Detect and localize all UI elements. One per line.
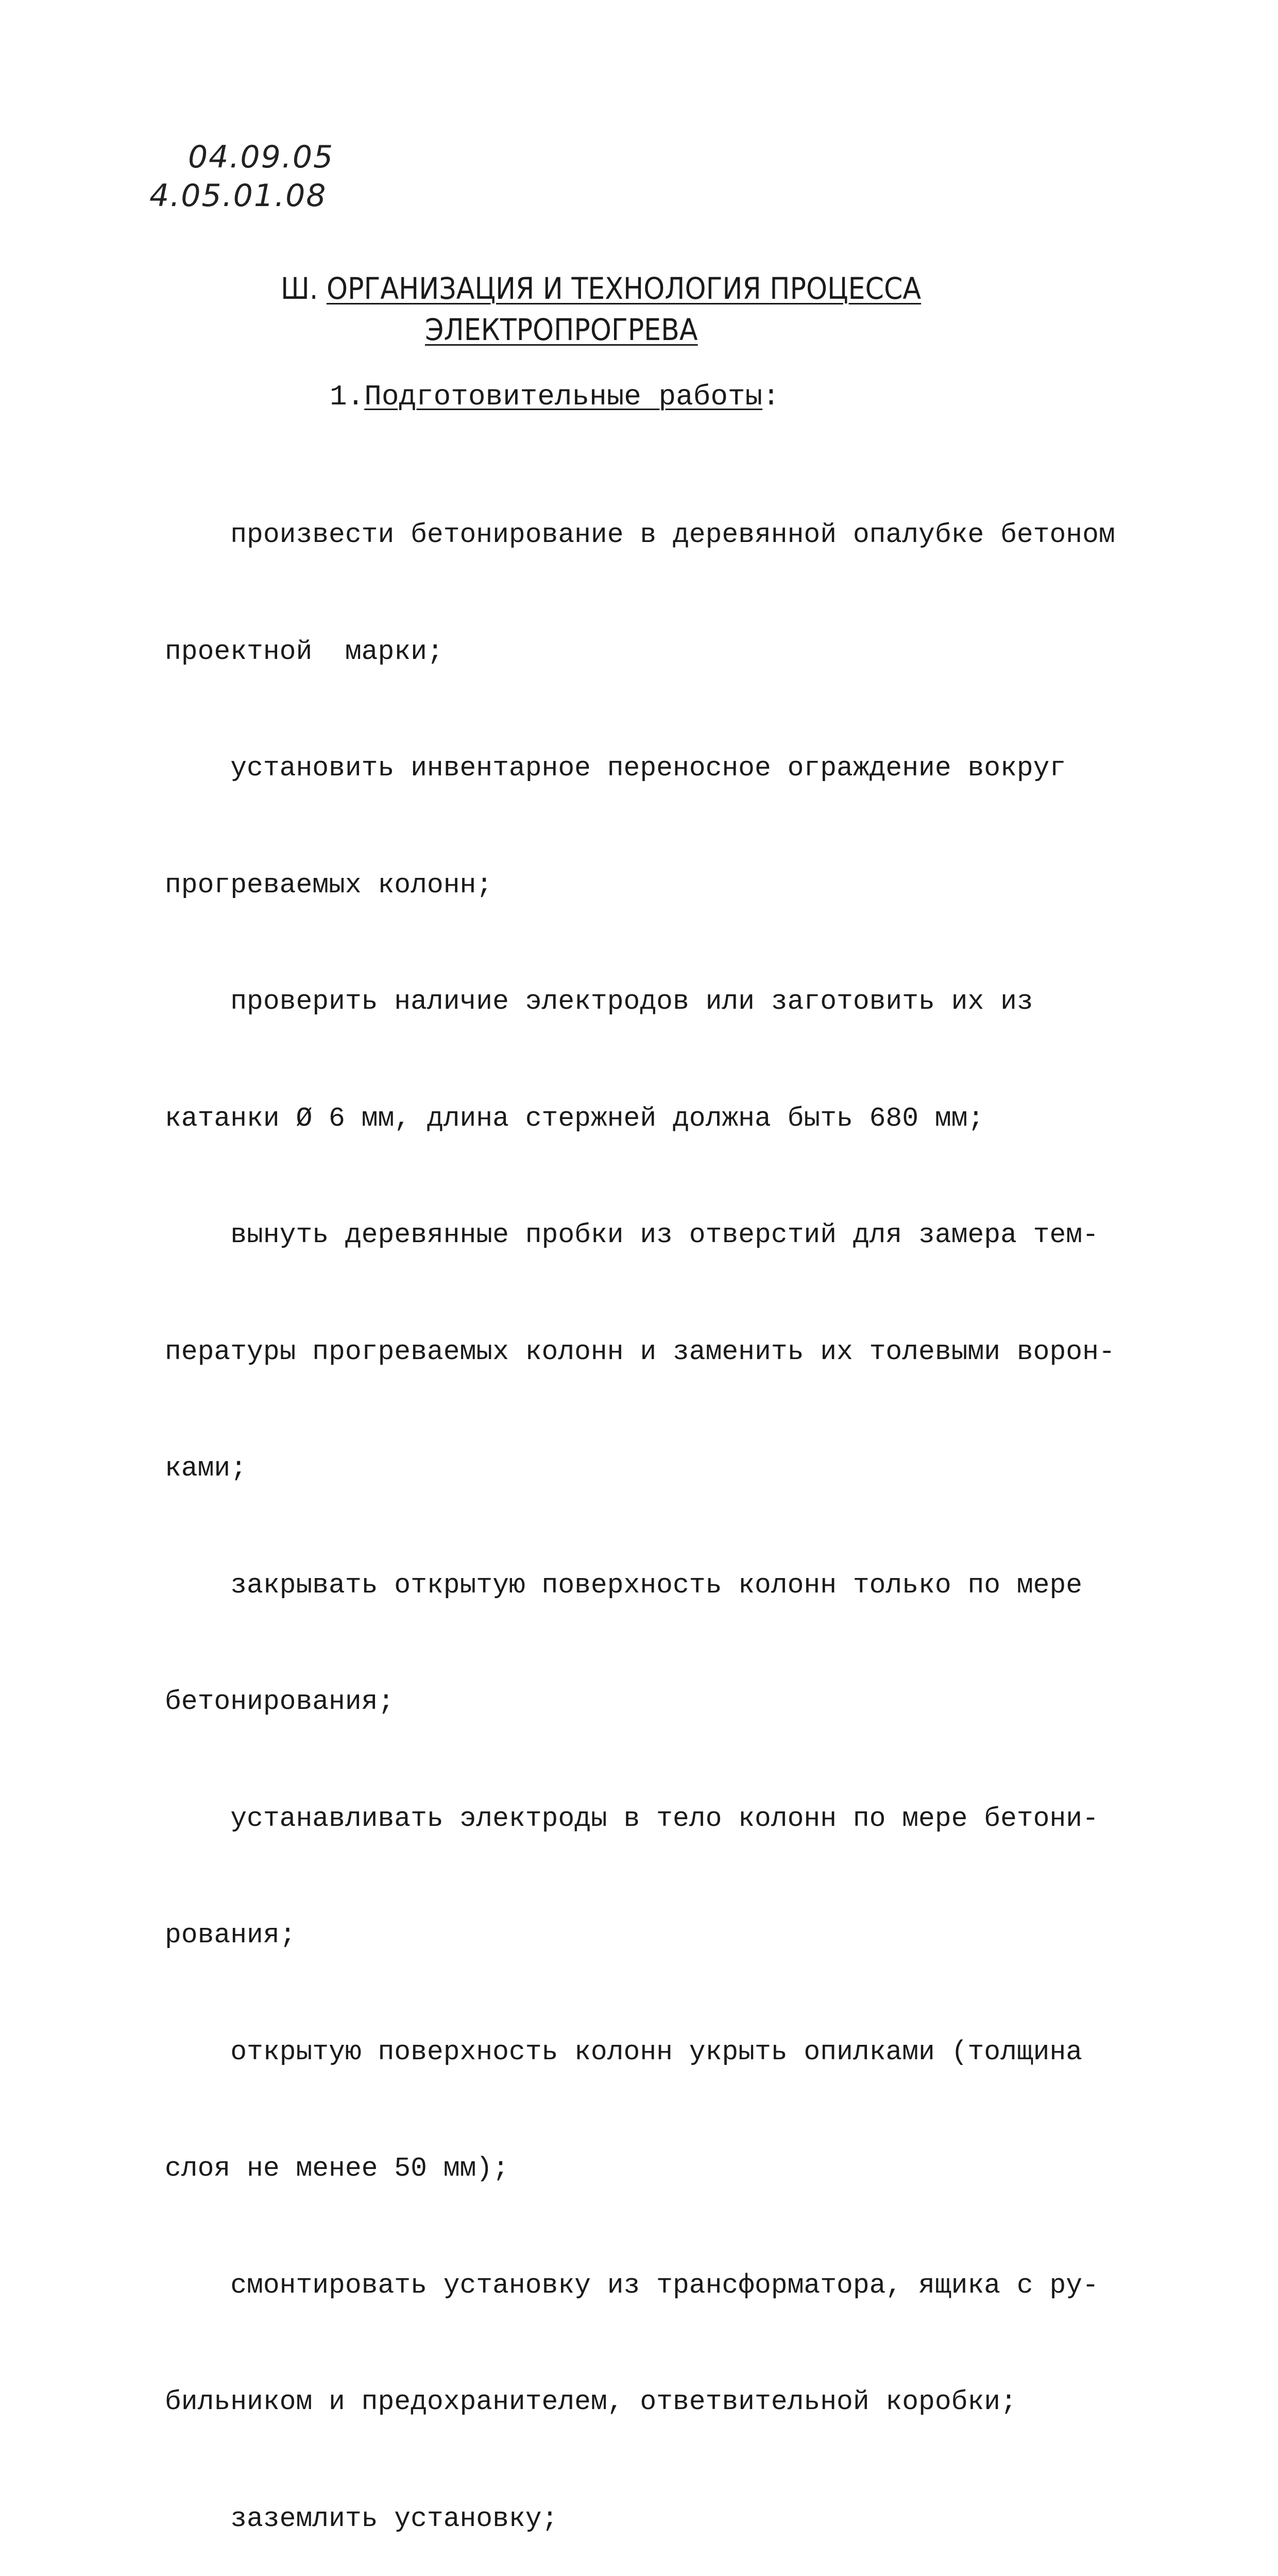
handwritten-code-2: 4.05.01.08 bbox=[149, 178, 327, 214]
body-line: ками; bbox=[165, 1453, 247, 1484]
body-line: устанавливать электроды в тело колонн по мере бетони- bbox=[165, 1803, 1099, 1834]
section-title-line1: ОРГАНИЗАЦИЯ И ТЕХНОЛОГИЯ ПРОЦЕССА bbox=[326, 271, 922, 306]
section-number: Ш. bbox=[281, 271, 318, 306]
subsection-colon: : bbox=[762, 380, 780, 413]
body-line: бильником и предохранителем, ответвительной коробки; bbox=[165, 2386, 1017, 2417]
body-line: смонтировать установку из трансформатора, ящика с ру- bbox=[165, 2269, 1099, 2301]
body-line: заземлить установку; bbox=[165, 2503, 558, 2534]
body-line: рования; bbox=[165, 1920, 296, 1951]
body-line: слоя не менее 50 мм); bbox=[165, 2153, 509, 2184]
body-line: открытую поверхность колонн укрыть опилками (толщина bbox=[165, 2036, 1083, 2067]
section-heading bbox=[281, 270, 921, 307]
subsection-heading bbox=[330, 379, 780, 415]
handwritten-code-1: 04.09.05 bbox=[188, 139, 334, 175]
body-line: проектной марки; bbox=[165, 636, 444, 667]
body-line: прогреваемых колонн; bbox=[165, 869, 493, 901]
subsection-number: 1. bbox=[330, 380, 365, 413]
section-heading-continued bbox=[425, 312, 698, 348]
body-line: закрывать открытую поверхность колонн только по мере bbox=[165, 1569, 1083, 1601]
body-line: произвести бетонирование в деревянной опалубке бетоном bbox=[165, 519, 1115, 550]
body-line: катанки Ø 6 мм, длина стержней должна быть 680 мм; bbox=[165, 1103, 984, 1134]
subsection-title: Подготовительные работы bbox=[364, 380, 763, 413]
body-line: установить инвентарное переносное ограждение вокруг bbox=[165, 753, 1066, 784]
section-title-line2: ЭЛЕКТРОПРОГРЕВА bbox=[425, 312, 698, 347]
body-line: проверить наличие электродов или заготовить их из bbox=[165, 986, 1033, 1017]
body-line: вынуть деревянные пробки из отверстий для замера тем- bbox=[165, 1219, 1099, 1250]
body-line: пературы прогреваемых колонн и заменить их толевыми ворон- bbox=[165, 1336, 1115, 1367]
body-text bbox=[165, 438, 1133, 2576]
body-line: бетонирования; bbox=[165, 1686, 395, 1717]
